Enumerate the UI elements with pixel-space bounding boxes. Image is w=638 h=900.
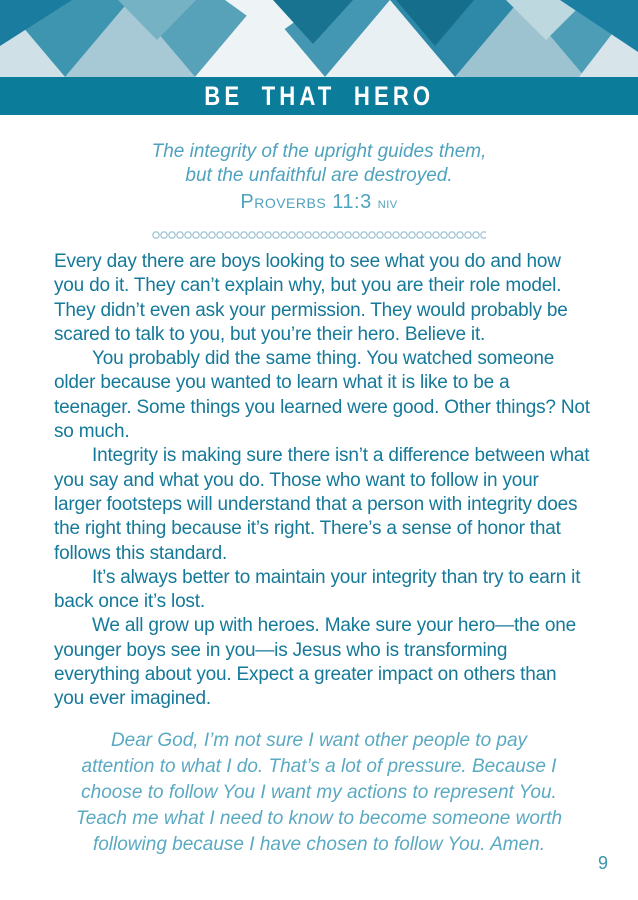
prayer-line: attention to what I do. That’s a lot of pressure. Because I xyxy=(81,755,557,777)
devotional-body xyxy=(54,250,590,712)
title-band xyxy=(0,77,638,115)
body-paragraph: Every day there are boys looking to see what you do and how you do it. They can’t explain why, but you are their role model. They didn’t even ask your permission. They would probably be scared to talk to you, but you’re their hero. Believe it. xyxy=(54,251,568,345)
scripture-line-2: but the unfaithful are destroyed. xyxy=(185,165,453,186)
page-number: 9 xyxy=(597,853,608,873)
prayer-line: choose to follow You I want my actions to represent You. xyxy=(81,781,557,803)
body-paragraph: Integrity is making sure there isn’t a difference between what you say and what you do. Those who want to follow in your larger footsteps will understand that a person with integrity does the right thing because it’s right. There’s a sense of honor that follows this standard. xyxy=(54,445,590,564)
page-title: BE THAT HERO xyxy=(203,80,435,111)
body-paragraph: It’s always better to maintain your integrity than try to earn it back once it’s lost. xyxy=(54,566,581,613)
scripture-reference-book: Proverbs xyxy=(240,191,327,213)
scripture-reference xyxy=(0,190,638,216)
prayer-line: Dear God, I’m not sure I want other people to pay xyxy=(110,729,528,751)
body-paragraph: We all grow up with heroes. Make sure your hero—the one younger boys see in you—is Jesus who is transforming everything about you. Expect a greater impact on others than you ever imagined. xyxy=(54,615,576,710)
prayer-line: following because I have chosen to follow You. Amen. xyxy=(92,833,546,855)
triangle-mosaic-banner-icon xyxy=(0,0,638,77)
chain-divider-icon xyxy=(152,227,486,237)
prayer-line: Teach me what I need to know to become someone worth xyxy=(75,807,563,829)
scripture-reference-verse: 11:3 xyxy=(332,191,372,213)
scripture-quote xyxy=(0,140,638,216)
closing-prayer xyxy=(0,728,638,858)
body-paragraph: You probably did the same thing. You watched someone older because you wanted to learn what it is like to be a teenager. Some things you learned were good. Other things? Not so much. xyxy=(54,348,590,443)
scripture-reference-version: niv xyxy=(377,195,398,212)
scripture-line-1: The integrity of the upright guides them, xyxy=(151,141,487,162)
